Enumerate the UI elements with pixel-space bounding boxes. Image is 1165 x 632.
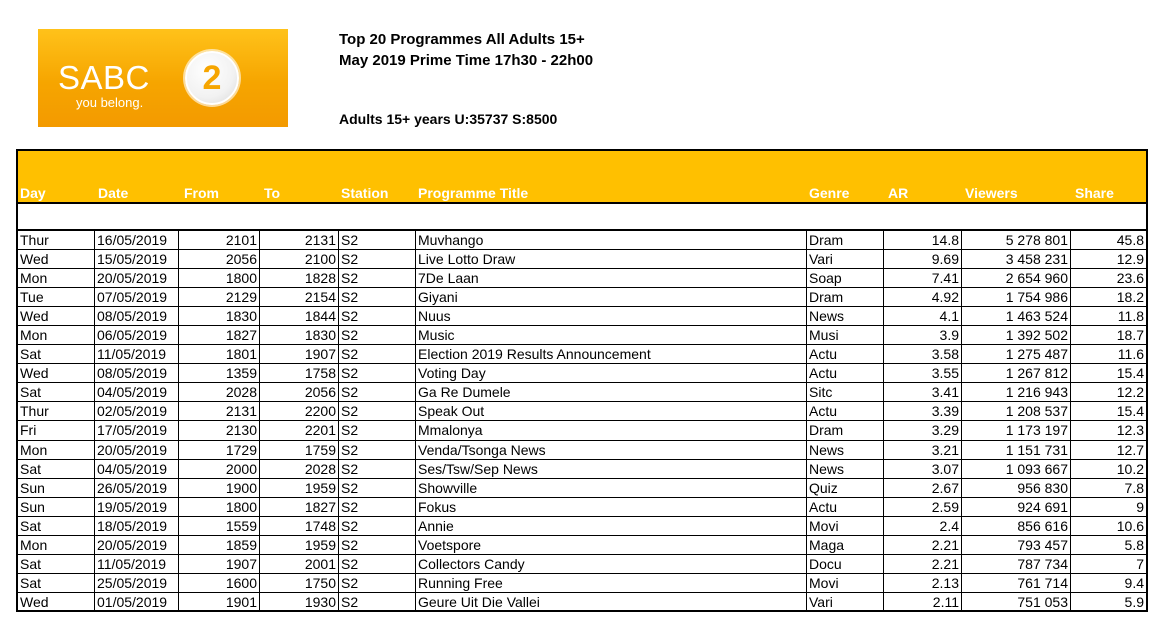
cell-viewers: 751 053 <box>962 593 1071 612</box>
cell-share: 7.8 <box>1071 479 1146 498</box>
cell-programme-title: Nuus <box>416 307 807 326</box>
cell-genre: Soap <box>807 269 884 288</box>
cell-station: S2 <box>339 421 416 440</box>
cell-genre: News <box>807 460 884 479</box>
cell-to: 1930 <box>260 593 339 612</box>
table-row <box>18 441 1146 460</box>
cell-station: S2 <box>339 460 416 479</box>
cell-day: Sun <box>18 479 95 498</box>
cell-date: 02/05/2019 <box>95 402 179 421</box>
cell-viewers: 1 208 537 <box>962 402 1071 421</box>
cell-day: Mon <box>18 441 95 460</box>
cell-ar: 7.41 <box>884 269 962 288</box>
cell-date: 20/05/2019 <box>95 269 179 288</box>
cell-share: 7 <box>1071 555 1146 574</box>
cell-programme-title: 7De Laan <box>416 269 807 288</box>
programmes-table <box>16 149 1148 612</box>
cell-viewers: 956 830 <box>962 479 1071 498</box>
cell-date: 04/05/2019 <box>95 460 179 479</box>
col-header-programme-title: Programme Title <box>418 185 529 201</box>
cell-to: 2056 <box>260 383 339 402</box>
cell-ar: 9.69 <box>884 250 962 269</box>
cell-to: 2028 <box>260 460 339 479</box>
cell-viewers: 793 457 <box>962 536 1071 555</box>
table-row <box>18 555 1146 574</box>
cell-viewers: 1 754 986 <box>962 288 1071 307</box>
cell-share: 45.8 <box>1071 231 1146 250</box>
col-header-viewers: Viewers <box>965 185 1018 201</box>
cell-to: 2131 <box>260 231 339 250</box>
cell-programme-title: Geure Uit Die Vallei <box>416 593 807 612</box>
cell-to: 1844 <box>260 307 339 326</box>
col-header-ar: AR <box>888 185 909 201</box>
cell-station: S2 <box>339 517 416 536</box>
cell-from: 2131 <box>179 402 260 421</box>
universe-line: Adults 15+ years U:35737 S:8500 <box>339 111 558 127</box>
table-row <box>18 345 1146 364</box>
cell-ar: 2.67 <box>884 479 962 498</box>
cell-from: 2101 <box>179 231 260 250</box>
cell-viewers: 761 714 <box>962 574 1071 593</box>
table-row <box>18 326 1146 345</box>
cell-to: 1758 <box>260 364 339 383</box>
cell-ar: 2.21 <box>884 555 962 574</box>
cell-station: S2 <box>339 383 416 402</box>
cell-genre: Maga <box>807 536 884 555</box>
cell-station: S2 <box>339 269 416 288</box>
table-row <box>18 593 1146 612</box>
table-row <box>18 307 1146 326</box>
cell-programme-title: Voetspore <box>416 536 807 555</box>
cell-ar: 2.59 <box>884 498 962 517</box>
cell-share: 11.6 <box>1071 345 1146 364</box>
table-row <box>18 460 1146 479</box>
cell-ar: 2.11 <box>884 593 962 612</box>
cell-viewers: 1 093 667 <box>962 460 1071 479</box>
cell-station: S2 <box>339 441 416 460</box>
table-row <box>18 498 1146 517</box>
cell-viewers: 1 392 502 <box>962 326 1071 345</box>
cell-share: 11.8 <box>1071 307 1146 326</box>
cell-share: 18.2 <box>1071 288 1146 307</box>
table-row <box>18 364 1146 383</box>
cell-ar: 3.55 <box>884 364 962 383</box>
cell-station: S2 <box>339 307 416 326</box>
cell-day: Sun <box>18 498 95 517</box>
cell-ar: 3.29 <box>884 421 962 440</box>
cell-share: 10.2 <box>1071 460 1146 479</box>
cell-share: 15.4 <box>1071 364 1146 383</box>
cell-station: S2 <box>339 479 416 498</box>
cell-from: 1907 <box>179 555 260 574</box>
cell-programme-title: Music <box>416 326 807 345</box>
cell-from: 2028 <box>179 383 260 402</box>
cell-share: 9.4 <box>1071 574 1146 593</box>
cell-from: 1559 <box>179 517 260 536</box>
cell-share: 9 <box>1071 498 1146 517</box>
cell-day: Mon <box>18 326 95 345</box>
table-row <box>18 421 1146 440</box>
cell-date: 08/05/2019 <box>95 307 179 326</box>
cell-from: 2130 <box>179 421 260 440</box>
cell-ar: 3.41 <box>884 383 962 402</box>
cell-ar: 2.4 <box>884 517 962 536</box>
cell-to: 1907 <box>260 345 339 364</box>
cell-programme-title: Annie <box>416 517 807 536</box>
table-body <box>18 231 1146 612</box>
cell-genre: Dram <box>807 421 884 440</box>
table-row <box>18 231 1146 250</box>
cell-viewers: 856 616 <box>962 517 1071 536</box>
cell-day: Tue <box>18 288 95 307</box>
cell-day: Mon <box>18 536 95 555</box>
table-row <box>18 383 1146 402</box>
cell-ar: 3.58 <box>884 345 962 364</box>
cell-share: 12.9 <box>1071 250 1146 269</box>
cell-genre: News <box>807 307 884 326</box>
sabc2-logo <box>38 29 288 127</box>
cell-to: 2100 <box>260 250 339 269</box>
cell-programme-title: Voting Day <box>416 364 807 383</box>
cell-date: 08/05/2019 <box>95 364 179 383</box>
cell-day: Fri <box>18 421 95 440</box>
cell-date: 20/05/2019 <box>95 536 179 555</box>
col-header-genre: Genre <box>809 185 850 201</box>
logo-channel-number: 2 <box>202 59 222 97</box>
cell-station: S2 <box>339 593 416 612</box>
cell-share: 23.6 <box>1071 269 1146 288</box>
cell-date: 11/05/2019 <box>95 555 179 574</box>
cell-day: Sat <box>18 345 95 364</box>
cell-from: 1900 <box>179 479 260 498</box>
cell-viewers: 5 278 801 <box>962 231 1071 250</box>
cell-to: 2200 <box>260 402 339 421</box>
cell-station: S2 <box>339 345 416 364</box>
cell-station: S2 <box>339 231 416 250</box>
cell-viewers: 924 691 <box>962 498 1071 517</box>
report-subtitle: May 2019 Prime Time 17h30 - 22h00 <box>339 52 594 69</box>
cell-share: 18.7 <box>1071 326 1146 345</box>
col-header-share: Share <box>1075 185 1114 201</box>
cell-date: 06/05/2019 <box>95 326 179 345</box>
cell-programme-title: Live Lotto Draw <box>416 250 807 269</box>
cell-date: 18/05/2019 <box>95 517 179 536</box>
cell-day: Wed <box>18 593 95 612</box>
cell-from: 2056 <box>179 250 260 269</box>
cell-day: Sat <box>18 555 95 574</box>
cell-ar: 3.39 <box>884 402 962 421</box>
col-header-date: Date <box>98 185 129 201</box>
cell-viewers: 1 463 524 <box>962 307 1071 326</box>
cell-from: 1830 <box>179 307 260 326</box>
cell-to: 1828 <box>260 269 339 288</box>
cell-genre: Actu <box>807 498 884 517</box>
cell-ar: 2.13 <box>884 574 962 593</box>
cell-genre: Dram <box>807 288 884 307</box>
cell-ar: 4.1 <box>884 307 962 326</box>
cell-from: 1359 <box>179 364 260 383</box>
cell-ar: 2.21 <box>884 536 962 555</box>
cell-share: 12.2 <box>1071 383 1146 402</box>
cell-day: Wed <box>18 250 95 269</box>
cell-from: 1800 <box>179 269 260 288</box>
cell-programme-title: Election 2019 Results Announcement <box>416 345 807 364</box>
table-row <box>18 288 1146 307</box>
cell-day: Sat <box>18 460 95 479</box>
col-header-from: From <box>184 185 219 201</box>
cell-from: 1729 <box>179 441 260 460</box>
cell-genre: Movi <box>807 517 884 536</box>
cell-from: 2129 <box>179 288 260 307</box>
cell-date: 04/05/2019 <box>95 383 179 402</box>
cell-to: 2201 <box>260 421 339 440</box>
cell-to: 1827 <box>260 498 339 517</box>
cell-genre: Actu <box>807 345 884 364</box>
cell-day: Thur <box>18 402 95 421</box>
table-row <box>18 250 1146 269</box>
cell-share: 12.7 <box>1071 441 1146 460</box>
cell-share: 10.6 <box>1071 517 1146 536</box>
cell-day: Sat <box>18 517 95 536</box>
cell-genre: Dram <box>807 231 884 250</box>
col-header-day: Day <box>20 185 46 201</box>
cell-programme-title: Fokus <box>416 498 807 517</box>
col-header-to: To <box>264 185 281 201</box>
cell-to: 1750 <box>260 574 339 593</box>
cell-programme-title: Showville <box>416 479 807 498</box>
cell-genre: Movi <box>807 574 884 593</box>
cell-viewers: 1 267 812 <box>962 364 1071 383</box>
cell-from: 1901 <box>179 593 260 612</box>
cell-date: 15/05/2019 <box>95 250 179 269</box>
cell-programme-title: Venda/Tsonga News <box>416 441 807 460</box>
cell-viewers: 1 275 487 <box>962 345 1071 364</box>
cell-station: S2 <box>339 555 416 574</box>
cell-programme-title: Giyani <box>416 288 807 307</box>
cell-viewers: 1 173 197 <box>962 421 1071 440</box>
cell-station: S2 <box>339 288 416 307</box>
table-row <box>18 536 1146 555</box>
cell-programme-title: Ga Re Dumele <box>416 383 807 402</box>
cell-to: 2001 <box>260 555 339 574</box>
cell-date: 20/05/2019 <box>95 441 179 460</box>
cell-ar: 14.8 <box>884 231 962 250</box>
table-row <box>18 479 1146 498</box>
cell-ar: 3.07 <box>884 460 962 479</box>
cell-genre: Sitc <box>807 383 884 402</box>
cell-share: 12.3 <box>1071 421 1146 440</box>
cell-from: 1827 <box>179 326 260 345</box>
cell-from: 1600 <box>179 574 260 593</box>
report-title: Top 20 Programmes All Adults 15+ <box>339 31 585 48</box>
cell-genre: Vari <box>807 250 884 269</box>
logo-number-badge <box>185 51 239 105</box>
table-row <box>18 402 1146 421</box>
cell-day: Thur <box>18 231 95 250</box>
cell-date: 19/05/2019 <box>95 498 179 517</box>
cell-from: 1801 <box>179 345 260 364</box>
cell-day: Wed <box>18 364 95 383</box>
cell-viewers: 1 151 731 <box>962 441 1071 460</box>
cell-station: S2 <box>339 402 416 421</box>
cell-programme-title: Ses/Tsw/Sep News <box>416 460 807 479</box>
cell-from: 2000 <box>179 460 260 479</box>
cell-station: S2 <box>339 498 416 517</box>
cell-date: 01/05/2019 <box>95 593 179 612</box>
cell-genre: Docu <box>807 555 884 574</box>
cell-station: S2 <box>339 364 416 383</box>
cell-to: 1830 <box>260 326 339 345</box>
col-header-station: Station <box>341 185 389 201</box>
logo-wordmark: SABC <box>58 59 150 96</box>
cell-viewers: 3 458 231 <box>962 250 1071 269</box>
cell-station: S2 <box>339 536 416 555</box>
cell-date: 11/05/2019 <box>95 345 179 364</box>
cell-to: 2154 <box>260 288 339 307</box>
cell-to: 1759 <box>260 441 339 460</box>
cell-genre: Musi <box>807 326 884 345</box>
cell-from: 1800 <box>179 498 260 517</box>
cell-day: Mon <box>18 269 95 288</box>
cell-day: Wed <box>18 307 95 326</box>
cell-day: Sat <box>18 574 95 593</box>
cell-programme-title: Muvhango <box>416 231 807 250</box>
cell-share: 15.4 <box>1071 402 1146 421</box>
cell-programme-title: Collectors Candy <box>416 555 807 574</box>
cell-date: 17/05/2019 <box>95 421 179 440</box>
cell-from: 1859 <box>179 536 260 555</box>
cell-genre: Actu <box>807 402 884 421</box>
cell-station: S2 <box>339 250 416 269</box>
logo-tagline: you belong. <box>76 95 144 110</box>
cell-date: 26/05/2019 <box>95 479 179 498</box>
cell-station: S2 <box>339 574 416 593</box>
cell-genre: Actu <box>807 364 884 383</box>
cell-ar: 3.21 <box>884 441 962 460</box>
table-row <box>18 517 1146 536</box>
cell-to: 1959 <box>260 479 339 498</box>
cell-programme-title: Running Free <box>416 574 807 593</box>
cell-ar: 3.9 <box>884 326 962 345</box>
cell-to: 1959 <box>260 536 339 555</box>
cell-genre: News <box>807 441 884 460</box>
cell-ar: 4.92 <box>884 288 962 307</box>
cell-programme-title: Speak Out <box>416 402 807 421</box>
cell-share: 5.8 <box>1071 536 1146 555</box>
cell-day: Sat <box>18 383 95 402</box>
cell-share: 5.9 <box>1071 593 1146 612</box>
cell-genre: Vari <box>807 593 884 612</box>
cell-station: S2 <box>339 326 416 345</box>
cell-date: 25/05/2019 <box>95 574 179 593</box>
cell-viewers: 787 734 <box>962 555 1071 574</box>
cell-viewers: 2 654 960 <box>962 269 1071 288</box>
cell-to: 1748 <box>260 517 339 536</box>
table-header <box>18 151 1146 204</box>
cell-date: 07/05/2019 <box>95 288 179 307</box>
cell-viewers: 1 216 943 <box>962 383 1071 402</box>
table-row <box>18 574 1146 593</box>
cell-programme-title: Mmalonya <box>416 421 807 440</box>
table-row <box>18 269 1146 288</box>
cell-genre: Quiz <box>807 479 884 498</box>
cell-date: 16/05/2019 <box>95 231 179 250</box>
